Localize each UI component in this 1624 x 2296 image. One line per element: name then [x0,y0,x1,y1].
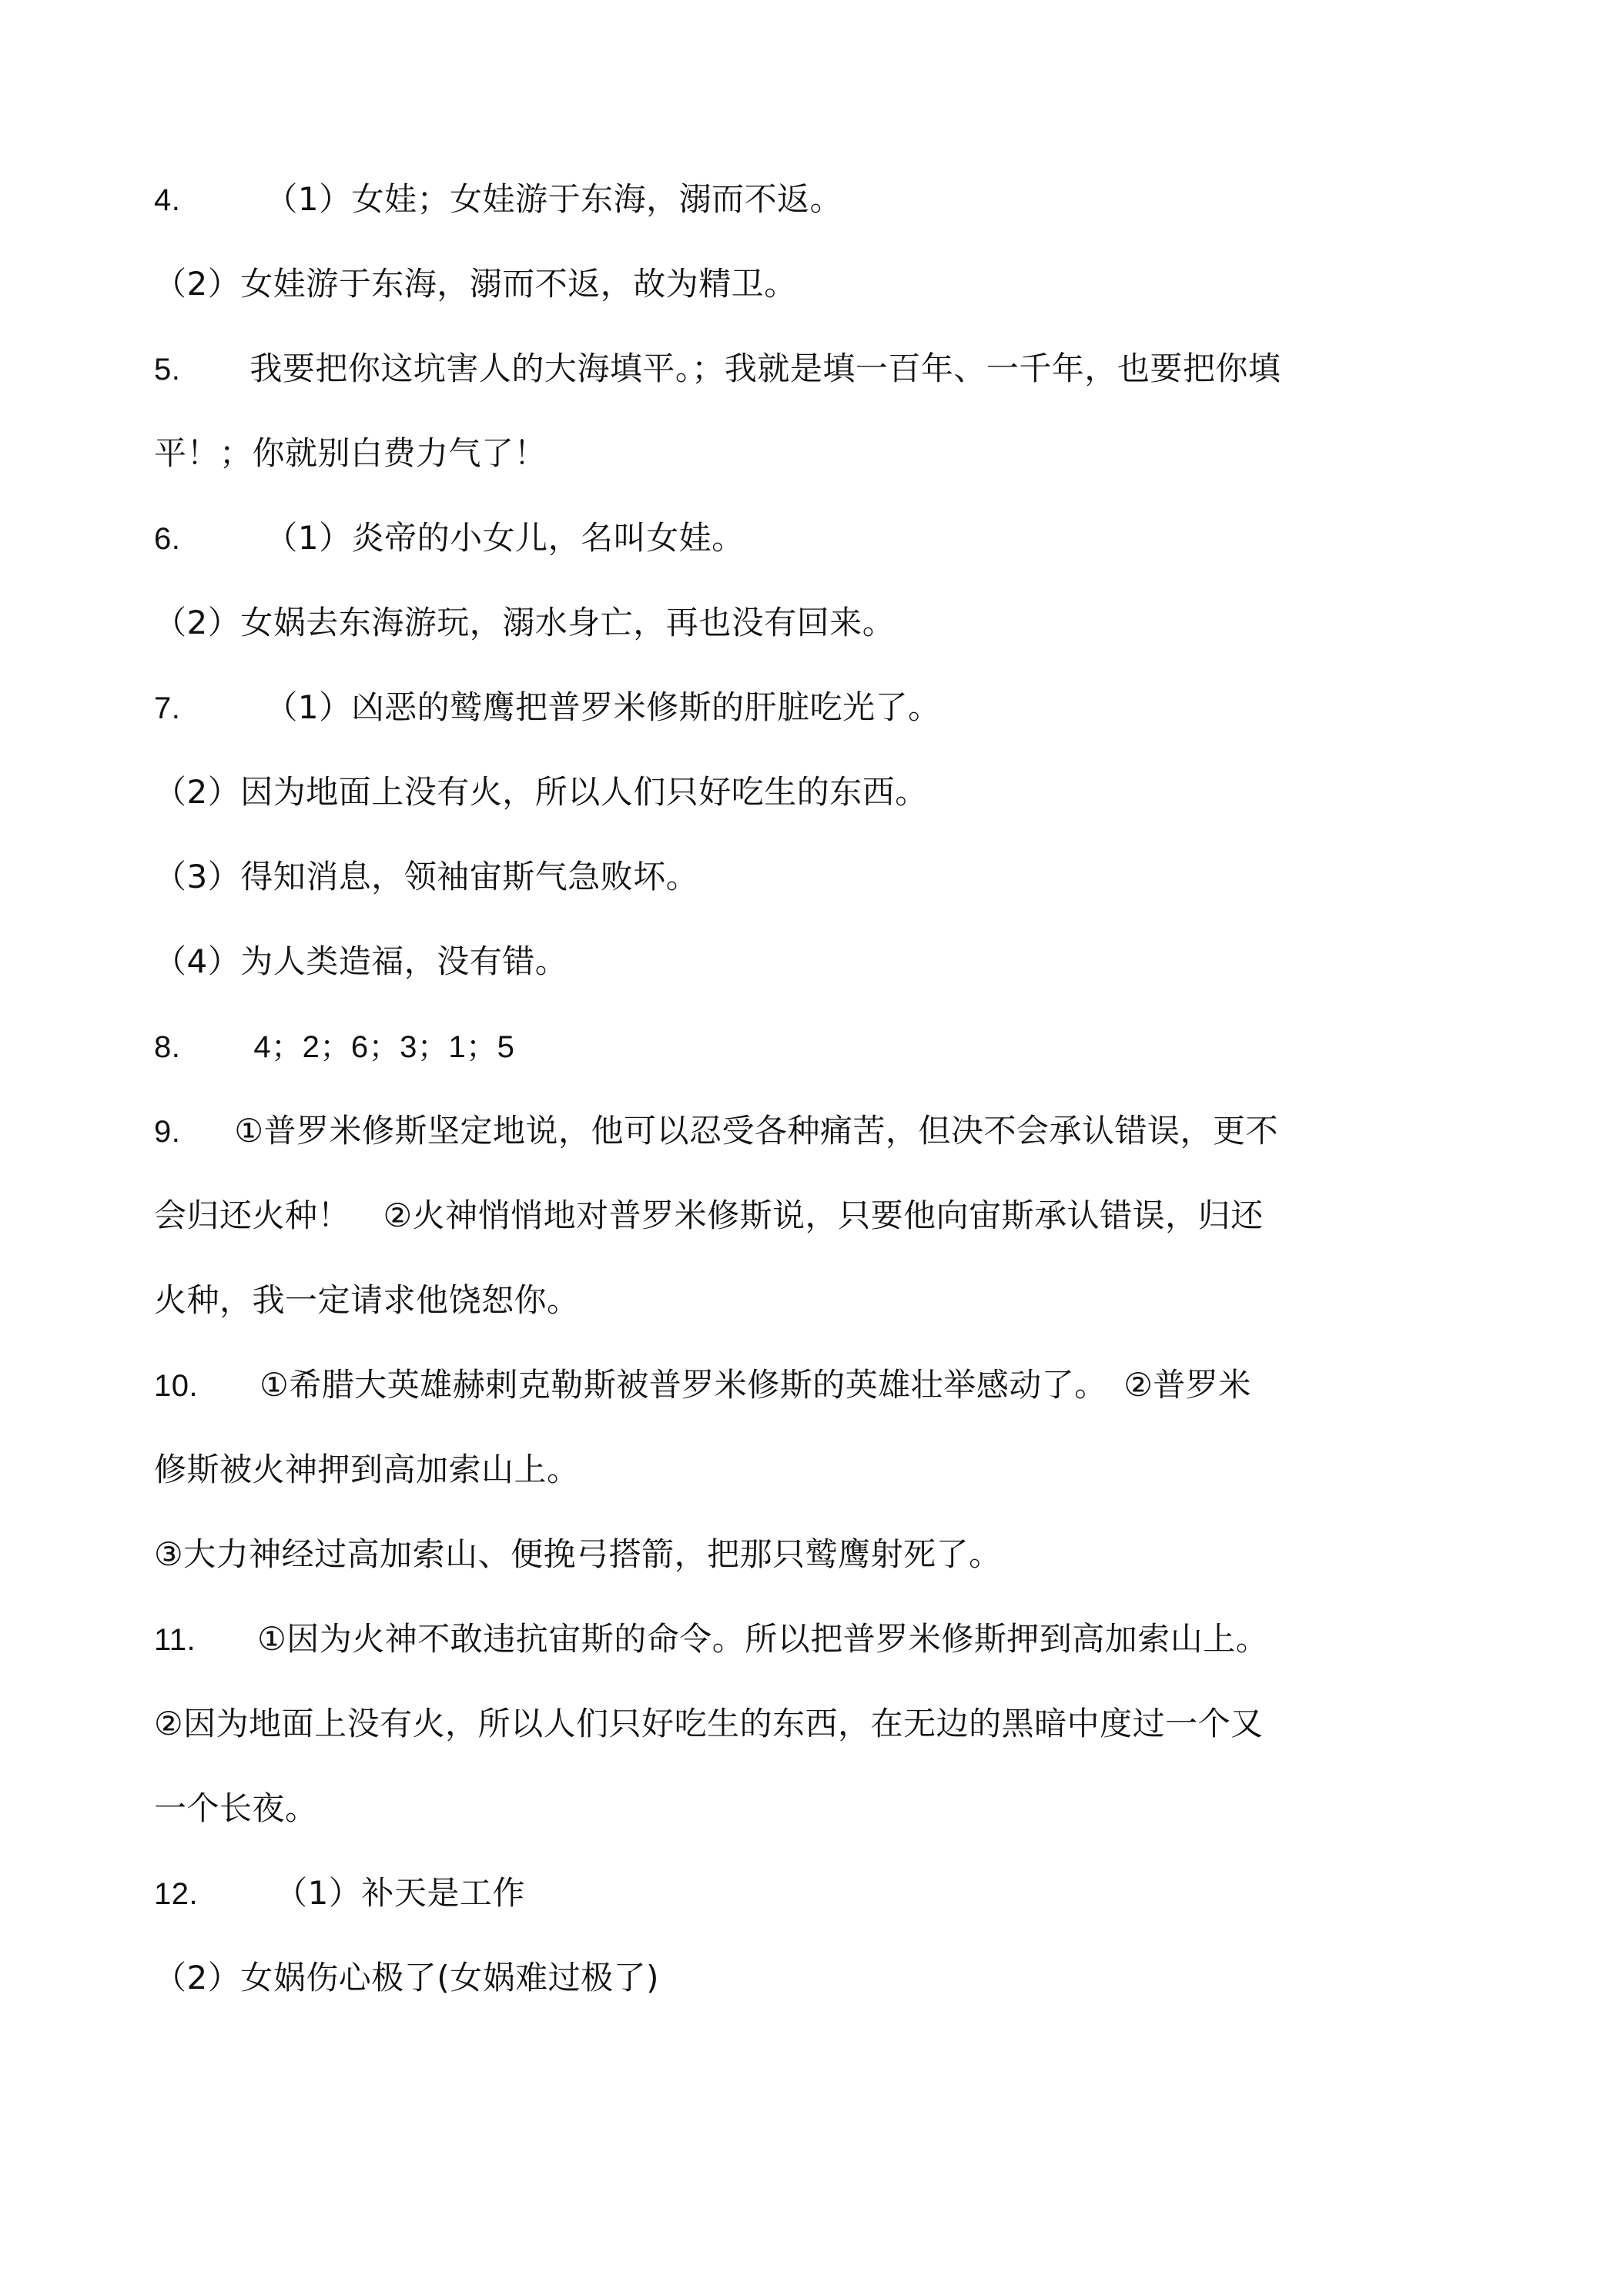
answer-text: （4）为人类造福，没有错。 [154,942,568,980]
answer-text: 一个长夜。 [154,1789,318,1827]
answer-text: ①因为火神不敢违抗宙斯的命令。所以把普罗米修斯押到高加索山上。 [257,1620,1269,1658]
answer-7-line-2 [154,773,1478,811]
answer-text: （2）女娃游于东海，溺而不返，故为精卫。 [154,265,797,303]
answer-10-line-1 [154,1366,1478,1404]
answer-8-line-1 [154,1030,1478,1063]
answer-6-line-1 [154,519,1478,557]
answer-text: 火种，我一定请求他饶恕你。 [154,1281,580,1319]
answer-7-line-4 [154,942,1478,980]
answer-4-line-2 [154,265,1478,303]
answer-11-line-3 [154,1789,1478,1827]
answer-12-line-1 [154,1874,1478,1912]
answer-10-line-2 [154,1451,1478,1488]
answer-text: （2）因为地面上没有火，所以人们只好吃生的东西。 [154,773,928,811]
question-number: 6. [154,522,181,556]
answer-11-line-2 [154,1705,1478,1742]
answer-5-line-2 [154,434,1478,472]
answer-text: 平！；你就别白费力气了！ [154,434,547,472]
answer-text: （2）女娲去东海游玩，溺水身亡，再也没有回来。 [154,604,896,641]
answer-text: ②因为地面上没有火，所以人们只好吃生的东西，在无边的黑暗中度过一个又 [154,1705,1264,1742]
question-number: 11. [154,1623,196,1657]
answer-text: 会归还火种！ ②火神悄悄地对普罗米修斯说，只要他向宙斯承认错误，归还 [154,1197,1264,1234]
question-number: 10. [154,1369,199,1403]
answer-text: 4；2；6；3；1；5 [253,1030,515,1064]
question-number: 7. [154,691,181,725]
answer-11-line-1 [154,1620,1478,1658]
answer-9-line-1 [154,1112,1478,1150]
answer-10-line-3 [154,1535,1478,1573]
question-number: 4. [154,183,181,217]
answer-7-line-1 [154,688,1478,726]
answer-text: 修斯被火神押到高加索山上。 [154,1451,580,1488]
answer-text: ③大力神经过高加索山、便挽弓搭箭，把那只鹫鹰射死了。 [154,1535,1002,1573]
answer-text: （3）得知消息，领袖宙斯气急败坏。 [154,858,699,895]
answer-text: ①普罗米修斯坚定地说，他可以忍受各种痛苦，但决不会承认错误，更不 [234,1112,1279,1150]
answer-12-line-2 [154,1959,1478,1996]
answer-text: （1）凶恶的鹫鹰把普罗米修斯的肝脏吃光了。 [265,688,941,726]
answer-9-line-3 [154,1281,1478,1319]
question-number: 12. [154,1877,199,1911]
answer-6-line-2 [154,604,1478,641]
question-number: 8. [154,1030,181,1064]
answer-5-line-1 [154,350,1478,387]
answer-text: （1）女娃；女娃游于东海，溺而不返。 [265,180,843,218]
answer-text: 我要把你这坑害人的大海填平。；我就是填一百年、一千年，也要把你填 [249,350,1281,387]
answer-text: ①希腊大英雄赫剌克勒斯被普罗米修斯的英雄壮举感动了。 ②普罗米 [260,1366,1251,1404]
question-number: 5. [154,353,181,387]
question-number: 9. [154,1115,181,1149]
answer-text: （1）炎帝的小女儿，名叫女娃。 [265,519,745,557]
answer-4-line-1 [154,180,1478,218]
answer-7-line-3 [154,858,1478,895]
answer-9-line-2 [154,1197,1478,1234]
answer-text: （2）女娲伤心极了(女娲难过极了) [154,1959,659,1996]
answer-text: （1）补天是工作 [275,1874,525,1912]
